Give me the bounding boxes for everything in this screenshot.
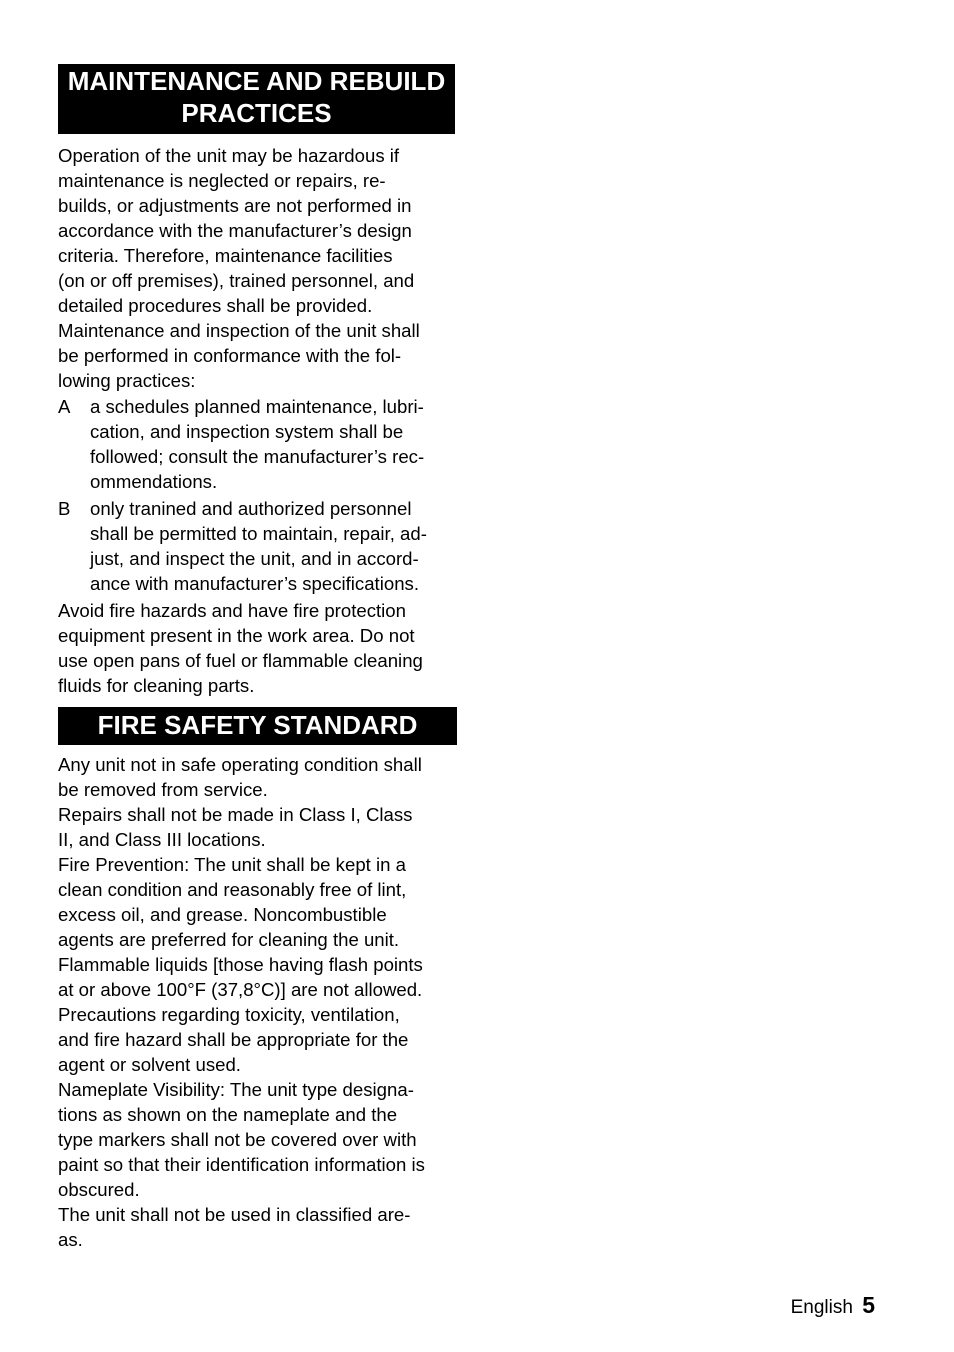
text-line: maintenance is neglected or repairs, re- — [58, 170, 386, 191]
text-line: cation, and inspection system shall be — [90, 421, 404, 442]
text-line: accordance with the manufacturer’s design — [58, 220, 412, 241]
heading-line: MAINTENANCE AND REBUILD — [67, 66, 446, 96]
text-line: just, and inspect the unit, and in accord- — [90, 548, 419, 569]
text-line: Any unit not in safe operating condition shall — [58, 754, 422, 775]
text-line: be performed in conformance with the fol- — [58, 345, 402, 366]
fire-hazard-paragraph — [58, 598, 457, 698]
text-line: agents are preferred for cleaning the unit. — [58, 929, 400, 950]
text-line: Fire Prevention: The unit shall be kept in a — [58, 854, 406, 875]
page-footer — [791, 1289, 875, 1324]
text-line: paint so that their identification information is — [58, 1154, 425, 1175]
section-heading-maintenance — [58, 64, 455, 134]
text-line: shall be permitted to maintain, repair, ad- — [90, 523, 427, 544]
heading-line: FIRE SAFETY STANDARD — [97, 710, 418, 740]
text-line: (on or off premises), trained personnel, and — [58, 270, 415, 291]
text-line: type markers shall not be covered over with — [58, 1129, 417, 1150]
text-line: clean condition and reasonably free of lint, — [58, 879, 407, 900]
text-line: Operation of the unit may be hazardous if — [58, 145, 400, 166]
text-line: obscured. — [58, 1179, 140, 1200]
text-line: agent or solvent used. — [58, 1054, 241, 1075]
footer-language: English — [790, 1297, 853, 1318]
text-line: Flammable liquids [those having flash points — [58, 954, 423, 975]
list-item-text — [90, 394, 457, 494]
list-marker: B — [58, 498, 71, 519]
text-line: Repairs shall not be made in Class I, Class — [58, 804, 413, 825]
text-line: Maintenance and inspection of the unit shall — [58, 320, 420, 341]
list-item-text — [90, 496, 457, 596]
text-line: builds, or adjustments are not performed in — [58, 195, 412, 216]
text-line: excess oil, and grease. Noncombustible — [58, 904, 387, 925]
text-line: Avoid fire hazards and have fire protection — [58, 600, 406, 621]
text-line: ance with manufacturer’s specifications. — [90, 573, 419, 594]
text-line: tions as shown on the nameplate and the — [58, 1104, 398, 1125]
text-line: fluids for cleaning parts. — [58, 675, 255, 696]
text-line: only tranined and authorized personnel — [90, 498, 412, 519]
text-line: Nameplate Visibility: The unit type designa- — [58, 1079, 414, 1100]
heading-line: PRACTICES — [181, 98, 332, 128]
list-marker: A — [58, 396, 71, 417]
list-item-b — [58, 496, 457, 596]
text-line: The unit shall not be used in classified are- — [58, 1204, 411, 1225]
text-line: at or above 100°F (37,8°C)] are not allowed. — [58, 979, 423, 1000]
page-number: 5 — [862, 1292, 875, 1318]
text-line: detailed procedures shall be provided. — [58, 295, 373, 316]
section-heading-fire-safety — [58, 707, 457, 745]
text-line: as. — [58, 1229, 83, 1250]
text-line: criteria. Therefore, maintenance facilities — [58, 245, 393, 266]
main-column — [58, 64, 457, 1252]
text-line: followed; consult the manufacturer’s rec- — [90, 446, 425, 467]
text-line: and fire hazard shall be appropriate for the — [58, 1029, 409, 1050]
list-item-a — [58, 394, 457, 494]
text-line: use open pans of fuel or flammable cleaning — [58, 650, 423, 671]
text-line: be removed from service. — [58, 779, 268, 800]
text-line: lowing practices: — [58, 370, 196, 391]
text-line: a schedules planned maintenance, lubri- — [90, 396, 424, 417]
text-line: Precautions regarding toxicity, ventilation, — [58, 1004, 400, 1025]
text-line: II, and Class III locations. — [58, 829, 266, 850]
text-line: equipment present in the work area. Do not — [58, 625, 415, 646]
maintenance-intro-paragraph — [58, 143, 457, 393]
fire-safety-text — [58, 752, 457, 1252]
text-line: ommendations. — [90, 471, 218, 492]
